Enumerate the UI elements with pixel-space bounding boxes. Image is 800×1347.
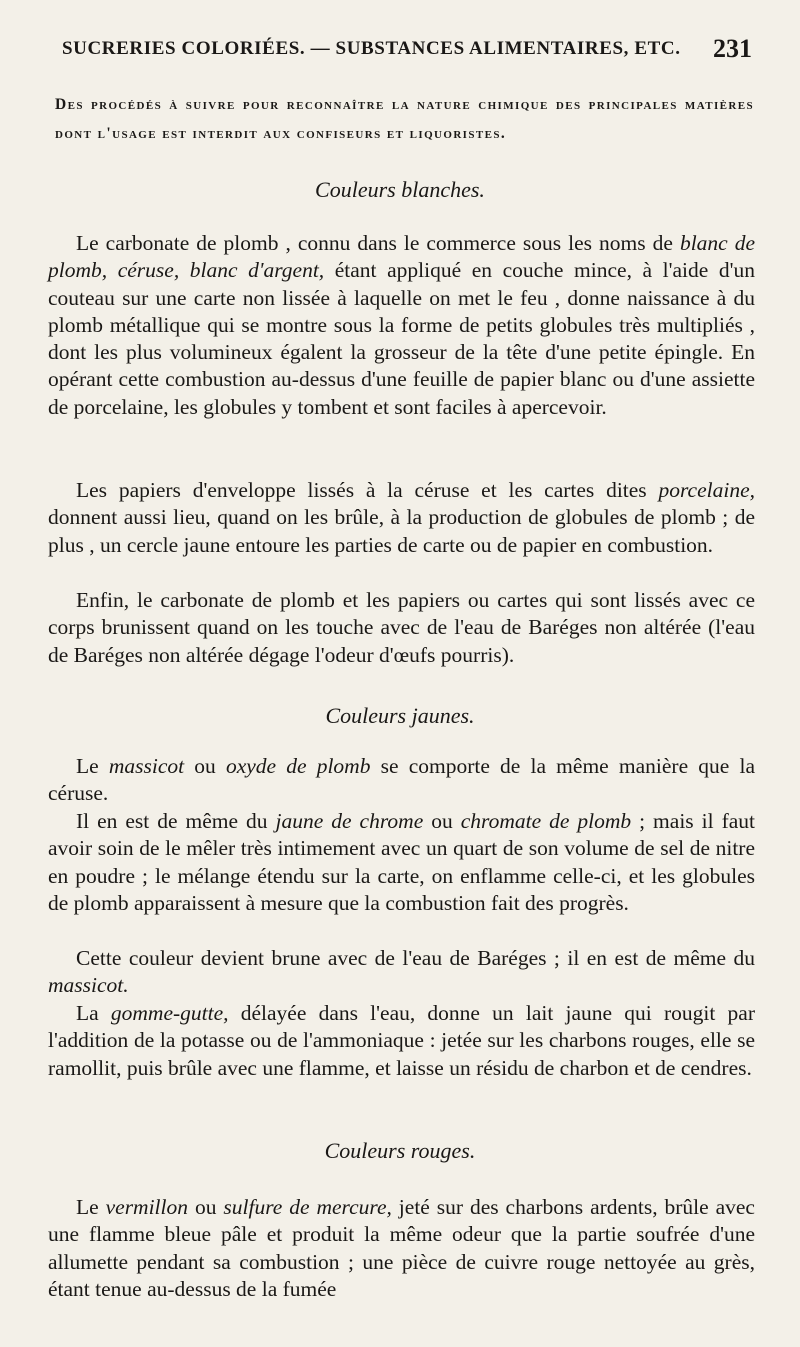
page-number: 231 <box>713 34 752 63</box>
section-title: Des procédés à suivre pour reconnaître la nature chimique des principales matières dont l'usage est interdit aux confiseurs et liquoristes. <box>55 96 754 142</box>
subheading-couleurs-jaunes: Couleurs jaunes. <box>325 703 475 728</box>
paragraph-gomme-gutte: La gomme-gutte, délayée dans l'eau, donne un lait jaune qui rougit par l'addition de la potasse ou de l'ammoniaque : jetée sur les charbons rouges, elle se ramollit, puis brûle avec une flamme, et laisse un résidu de charbon et de cendres. <box>48 1001 755 1080</box>
paragraph-eau-de-bareges: Enfin, le carbonate de plomb et les papiers ou cartes qui sont lissés avec ce corps brunissent quand on les touche avec de l'eau de Baréges non altérée (l'eau de Baréges non altérée dégage l'odeur d'œufs pourris). <box>48 588 755 667</box>
running-title: SUCRERIES COLORIÉES. — SUBSTANCES ALIMENTAIRES, ETC. <box>62 38 681 59</box>
paragraph-couleur-brune: Cette couleur devient brune avec de l'eau de Baréges ; il en est de même du massicot. <box>48 946 755 998</box>
paragraph-massicot: Le massicot ou oxyde de plomb se comporte de la même manière que la céruse. <box>48 754 756 806</box>
paragraph-vermillon: Le vermillon ou sulfure de mercure, jeté sur des charbons ardents, brûle avec une flamme bleue pâle et produit la même odeur que la partie soufrée d'une allumette pendant sa combustion ; une pièce de cuivre rouge nettoyée au grès, étant tenue au-dessus de la fumée <box>48 1195 755 1301</box>
subheading-couleurs-rouges: Couleurs rouges. <box>324 1138 476 1163</box>
paragraph-papiers-enveloppe: Les papiers d'enveloppe lissés à la céruse et les cartes dites porcelaine, donnent aussi lieu, quand on les brûle, à la production de globules de plomb ; de plus , un cercle jaune entoure les parties de carte ou de papier en combustion. <box>48 478 755 557</box>
subheading-couleurs-blanches: Couleurs blanches. <box>315 177 485 202</box>
paragraph-jaune-de-chrome: Il en est de même du jaune de chrome ou chromate de plomb ; mais il faut avoir soin de le mêler très intimement avec un quart de son volume de sel de nitre en poudre ; le mélange étendu sur la carte, on enflamme celle-ci, et les globules de plomb apparaissent à mesure que la combustion fait des progrès. <box>48 809 756 915</box>
running-header <box>62 34 752 68</box>
paragraph-carbonate-de-plomb: Le carbonate de plomb , connu dans le commerce sous les noms de blanc de plomb, céruse, blanc d'argent, étant appliqué en couche mince, à l'aide d'un couteau sur une carte non lissée à laquelle on met le feu , donne naissance à du plomb métallique qui se montre sous la forme de petits globules très multipliés , dont les plus volumineux égalent la grosseur de la tête d'une petite épingle. En opérant cette combustion au-dessus d'une feuille de papier blanc ou d'une assiette de porcelaine, les globules y tombent et sont faciles à apercevoir. <box>48 231 756 419</box>
